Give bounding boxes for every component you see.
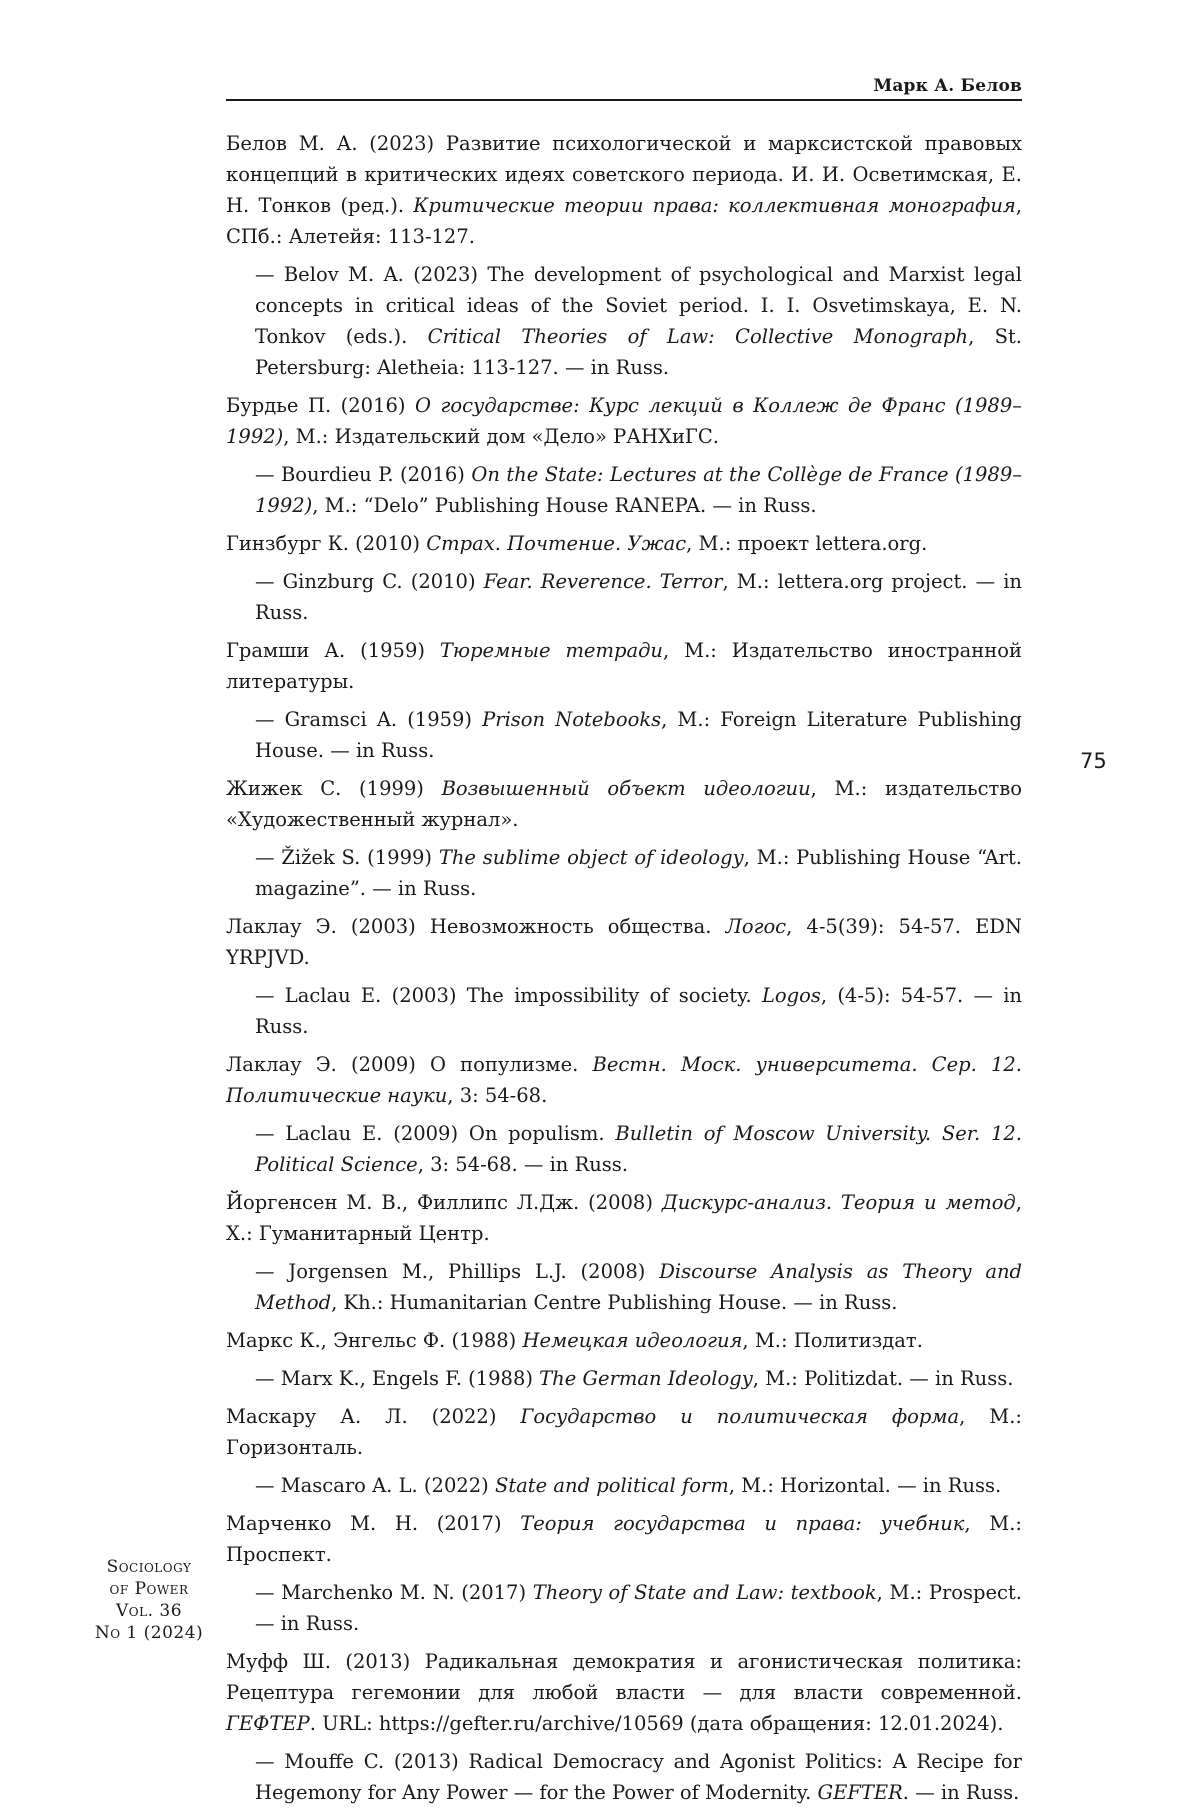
reference-title: Fear. Reverence. Terror [483,570,723,593]
reference-source: , М.: издательство «Художественный журнал». [226,777,1022,831]
reference-source: , М.: Издательство иностранной литературы. [226,639,1023,693]
reference-translation [226,566,1022,628]
reference-translation [226,1746,1022,1808]
journal-title-line1: Sociology [106,1557,192,1577]
reference-title: Тюремные тетради [439,639,663,662]
journal-volume: Vol. 36 [115,1601,183,1621]
reference-entry [226,1508,1022,1570]
reference-translation [226,704,1022,766]
reference-source: , Х.: Гуманитарный Центр. [226,1191,1022,1245]
reference-source: , 3: 54-68. [447,1084,548,1107]
reference-entry [226,911,1022,973]
reference-text: — Mouffe C. (2013) Radical Democracy and Agonist Politics: A Recipe for Hegemony for Any Power — for the Power of Modernity. [255,1750,1022,1804]
reference-source: , M.: lettera.org project. — in Russ. [255,570,1022,624]
reference-title: Критические теории права: коллективная монография [413,194,1016,217]
reference-text: — Žižek S. (1999) [255,846,439,869]
reference-title: ГЕФТЕР [226,1712,310,1735]
reference-title: The German Ideology [539,1367,753,1390]
reference-title: State and political form [494,1474,729,1497]
reference-text: — Marx K., Engels F. (1988) [255,1367,540,1390]
header-rule [226,99,1022,101]
reference-source: , M.: Prospect. — in Russ. [255,1581,1023,1635]
reference-source: , St. Petersburg: Aletheia: 113-127. — in Russ. [255,325,1022,379]
reference-title: Немецкая идеология [522,1329,743,1352]
reference-list [226,128,1022,1815]
reference-title: Discourse Analysis as Theory and Method [255,1260,1022,1314]
reference-text: Муфф Ш. (2013) Радикальная демократия и агонистическая политика: Рецептура гегемонии для любой власти — для власти современной. [226,1650,1022,1704]
reference-title: Возвышенный объект идеологии [441,777,811,800]
reference-title: Logos [761,984,821,1007]
reference-title: On the State: Lectures at the Collège de France (1989–1992) [255,463,1022,517]
reference-text: Лаклау Э. (2003) Невозможность общества. [226,915,726,938]
reference-text: Грамши А. (1959) [226,639,440,662]
reference-source: , 3: 54-68. — in Russ. [417,1153,629,1176]
reference-translation [226,980,1022,1042]
reference-title: О государстве: Курс лекций в Коллеж де Франс (1989–1992) [226,394,1022,448]
reference-text: — Marchenko M. N. (2017) [255,1581,533,1604]
reference-title: Prison Notebooks [482,708,662,731]
reference-text: Маскару А. Л. (2022) [226,1405,521,1428]
reference-source: , М.: Издательский дом «Дело» РАНХиГС. [283,425,719,448]
reference-title: Дискурс-анализ. Теория и метод [661,1191,1016,1214]
reference-translation [226,842,1022,904]
reference-text: Белов М. А. (2023) Развитие психологической и марксистской правовых концепций в критических идеях советского периода. И. И. Осветимская, Е. Н. Тонков (ред.). [226,132,1022,217]
reference-translation [226,1256,1022,1318]
reference-entry [226,1401,1022,1463]
reference-text: — Gramsci A. (1959) [255,708,483,731]
reference-entry [226,1325,1022,1356]
running-head: Марк А. Белов [873,76,1022,96]
reference-source: , 4-5(39): 54-57. EDN YRPJVD. [226,915,1022,969]
reference-text: Бурдье П. (2016) [226,394,416,417]
reference-text: Жижек С. (1999) [226,777,442,800]
reference-entry [226,1646,1022,1739]
reference-entry [226,773,1022,835]
reference-translation [226,1118,1022,1180]
reference-text: — Ginzburg C. (2010) [255,570,484,593]
reference-entry [226,390,1022,452]
journal-title-line2: of Power [109,1579,189,1599]
reference-source: , M.: “Delo” Publishing House RANEPA. — in Russ. [312,494,817,517]
reference-source: , (4-5): 54-57. — in Russ. [255,984,1022,1038]
reference-source: , M.: Politizdat. — in Russ. [752,1367,1014,1390]
reference-text: — Bourdieu P. (2016) [255,463,472,486]
reference-text: Маркс К., Энгельс Ф. (1988) [226,1329,523,1352]
journal-info [84,1556,214,1644]
reference-text: — Laclau E. (2009) On populism. [255,1122,616,1145]
reference-entry [226,1187,1022,1249]
reference-source: , M.: Horizontal. — in Russ. [728,1474,1002,1497]
reference-title: Theory of State and Law: textbook [532,1581,877,1604]
reference-entry [226,1049,1022,1111]
reference-text: — Laclau E. (2003) The impossibility of society. [255,984,762,1007]
reference-source: , Kh.: Humanitarian Centre Publishing House. — in Russ. [331,1291,898,1314]
reference-text: Лаклау Э. (2009) О популизме. [226,1053,593,1076]
reference-source: , М.: Политиздат. [742,1329,923,1352]
reference-text: Марченко М. Н. (2017) [226,1512,521,1535]
reference-source: . URL: https://gefter.ru/archive/10569 (дата обращения: 12.01.2024). [309,1712,1004,1735]
reference-source: , М.: Проспект. [226,1512,1022,1566]
reference-text: — Mascaro A. L. (2022) [255,1474,495,1497]
reference-translation [226,459,1022,521]
reference-title: GEFTER [817,1781,903,1804]
reference-title: Теория государства и права: учебник [520,1512,965,1535]
reference-source: . — in Russ. [902,1781,1020,1804]
reference-entry [226,635,1022,697]
reference-title: Вестн. Моск. университета. Сер. 12. Политические науки [226,1053,1023,1107]
reference-text: Гинзбург К. (2010) [226,532,427,555]
journal-issue: No 1 (2024) [94,1623,204,1643]
reference-translation [226,1577,1022,1639]
reference-source: , M.: Publishing House “Art. magazine”. — in Russ. [255,846,1022,900]
reference-translation [226,1470,1022,1501]
reference-source: , M.: Foreign Literature Publishing House. — in Russ. [255,708,1022,762]
reference-entry [226,528,1022,559]
reference-text: — Jorgensen M., Phillips L.J. (2008) [255,1260,660,1283]
reference-title: Логос [725,915,787,938]
reference-translation [226,1363,1022,1394]
reference-source: , М.: проект lettera.org. [686,532,928,555]
reference-title: Страх. Почтение. Ужас [426,532,687,555]
reference-title: Bulletin of Moscow University. Ser. 12. Political Science [255,1122,1022,1176]
page-number: 75 [1080,749,1107,773]
reference-translation [226,259,1022,383]
reference-title: Critical Theories of Law: Collective Monograph [427,325,969,348]
reference-text: — Belov M. A. (2023) The development of psychological and Marxist legal concepts in critical ideas of the Soviet period. I. I. Osvetimskaya, E. N. Tonkov (eds.). [255,263,1022,348]
reference-text: Йоргенсен М. В., Филлипс Л.Дж. (2008) [226,1191,662,1214]
reference-title: The sublime object of ideology [438,846,744,869]
reference-source: , М.: Горизонталь. [226,1405,1023,1459]
reference-entry [226,128,1022,252]
reference-source: , СПб.: Алетейя: 113-127. [226,194,1022,248]
reference-title: Государство и политическая форма [520,1405,960,1428]
